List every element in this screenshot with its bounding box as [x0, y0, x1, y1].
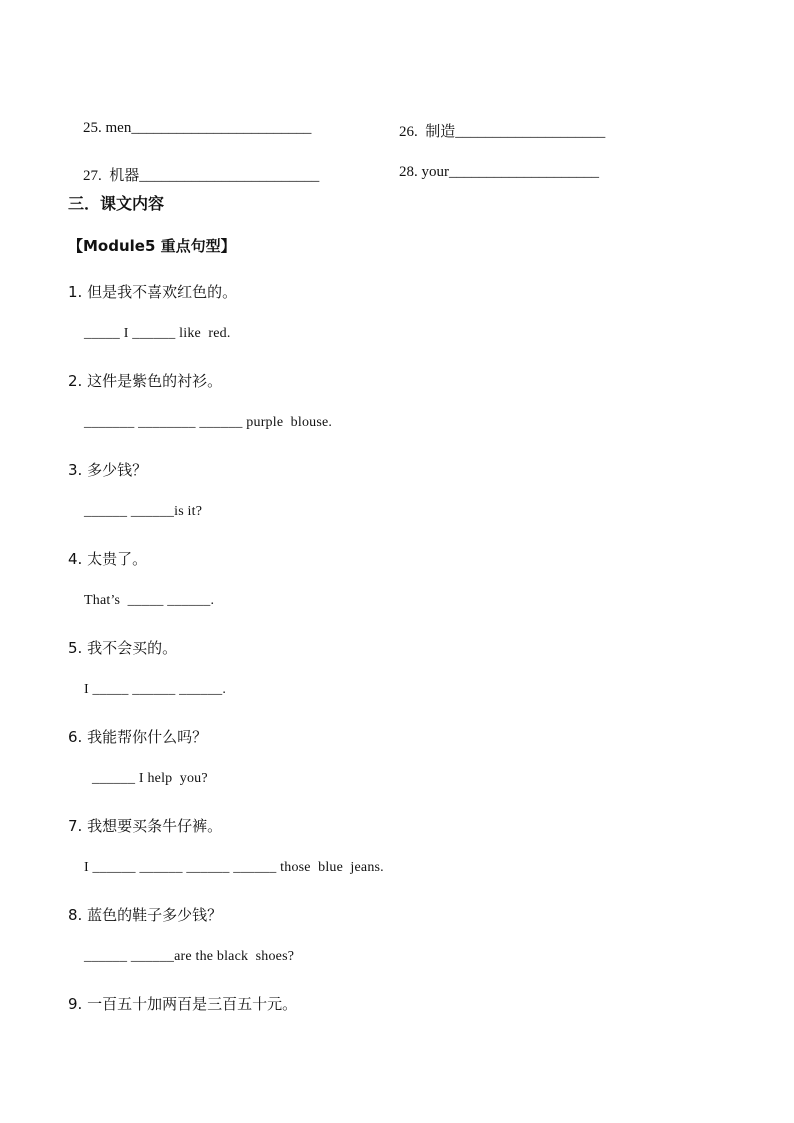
answer-line-6[interactable]: ______ I help you?	[92, 771, 208, 786]
question-chinese: 一百五十加两百是三百五十元。	[87, 995, 298, 1013]
vocab-word: men	[105, 120, 132, 136]
vocab-item-28	[384, 147, 599, 198]
question-number: 7.	[68, 817, 83, 835]
question-5	[68, 637, 177, 658]
section-heading: 三．课文内容	[68, 194, 165, 213]
question-chinese: 我不会买的。	[87, 639, 178, 657]
vocab-number: 26.	[399, 124, 418, 140]
question-4	[68, 548, 147, 569]
section-subheading: 【Module5 重点句型】	[68, 237, 236, 255]
question-6	[68, 726, 207, 747]
question-chinese: 我能帮你什么吗？	[87, 728, 208, 746]
vocab-number: 27.	[83, 168, 102, 184]
question-9	[68, 993, 297, 1014]
answer-blank[interactable]: ____________________	[449, 164, 599, 180]
question-chinese: 多少钱？	[87, 461, 148, 479]
question-number: 4.	[68, 550, 83, 568]
question-chinese: 但是我不喜欢红色的。	[87, 283, 238, 301]
question-number: 2.	[68, 372, 83, 390]
question-number: 6.	[68, 728, 83, 746]
answer-line-1[interactable]: _____ I ______ like red.	[84, 326, 231, 341]
question-chinese: 我想要买条牛仔裤。	[87, 817, 223, 835]
question-8	[68, 904, 222, 925]
question-number: 5.	[68, 639, 83, 657]
answer-line-3[interactable]: ______ ______is it?	[84, 504, 203, 519]
question-3	[68, 459, 147, 480]
answer-line-8[interactable]: ______ ______are the black shoes?	[84, 949, 295, 964]
question-7	[68, 815, 222, 836]
question-number: 8.	[68, 906, 83, 924]
answer-line-7[interactable]: I ______ ______ ______ ______ those blue jeans.	[84, 860, 384, 875]
vocab-number: 25.	[83, 120, 102, 136]
answer-blank[interactable]: ________________________	[139, 168, 320, 184]
answer-line-5[interactable]: I _____ ______ ______.	[84, 682, 227, 697]
answer-line-2[interactable]: _______ ________ ______ purple blouse.	[84, 415, 333, 430]
question-number: 9.	[68, 995, 83, 1013]
answer-line-4[interactable]: That’s _____ ______.	[84, 593, 215, 608]
question-chinese: 太贵了。	[87, 550, 148, 568]
answer-blank[interactable]: ________________________	[131, 120, 312, 136]
question-2	[68, 370, 222, 391]
question-number: 1.	[68, 283, 83, 301]
answer-blank[interactable]: ____________________	[455, 124, 606, 140]
question-chinese: 这件是紫色的衬衫。	[87, 372, 223, 390]
vocab-word: 机器	[109, 166, 140, 184]
vocab-word: 制造	[425, 122, 456, 140]
question-1	[68, 281, 237, 302]
question-chinese: 蓝色的鞋子多少钱？	[87, 906, 223, 924]
vocab-number: 28.	[399, 164, 418, 180]
question-number: 3.	[68, 461, 83, 479]
vocab-word: your	[421, 164, 449, 180]
